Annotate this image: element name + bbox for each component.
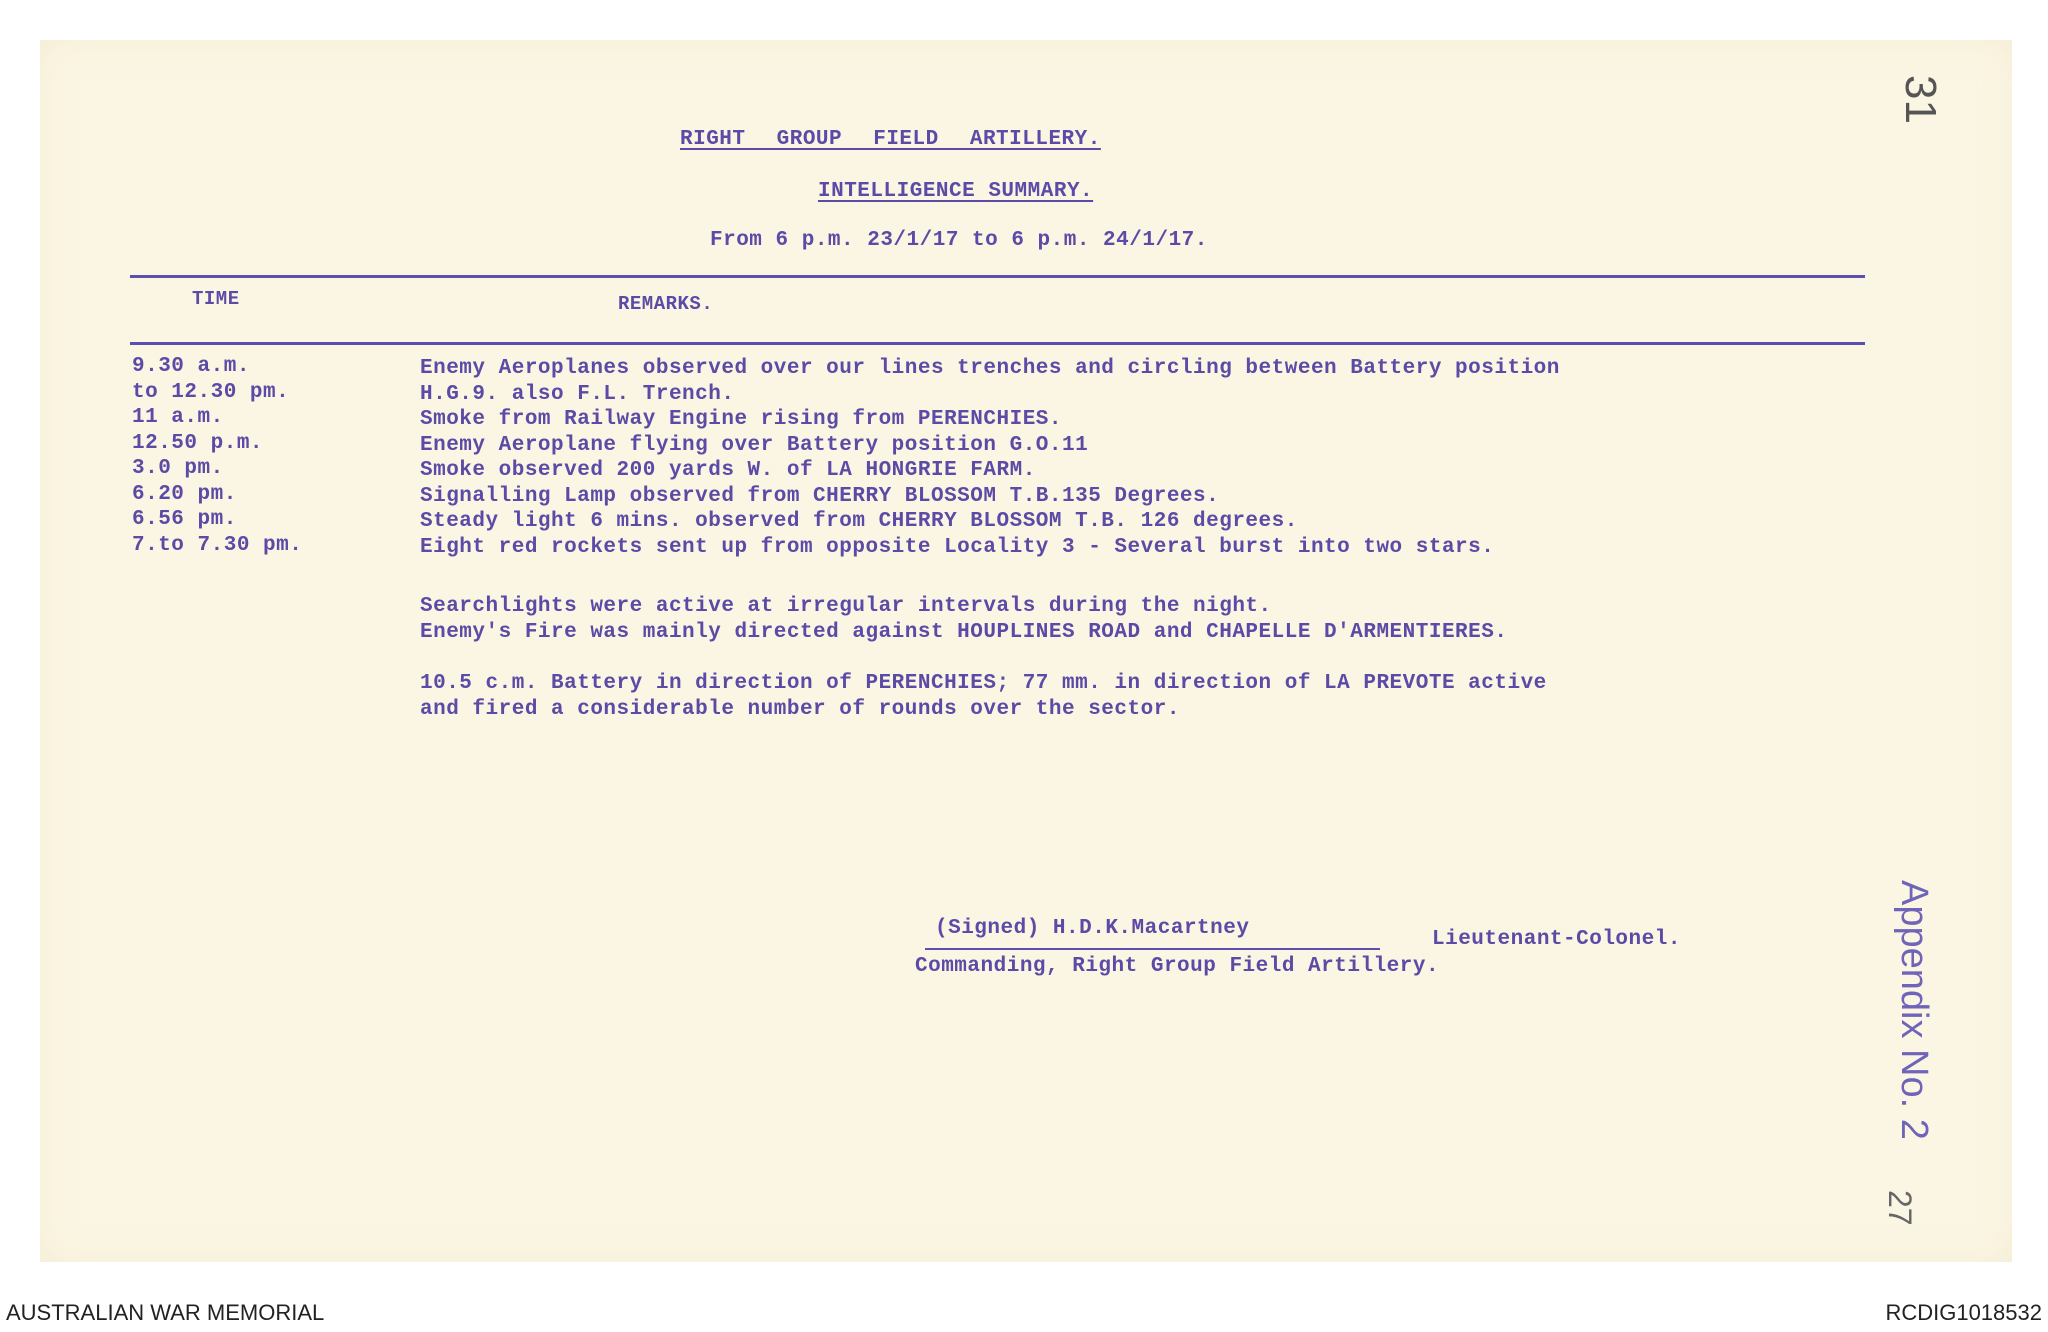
- signature-rank: Lieutenant-Colonel.: [1432, 928, 1681, 951]
- row-time: 9.30 a.m.: [132, 355, 250, 378]
- column-header-time: TIME: [192, 288, 240, 310]
- paragraph-line: 10.5 c.m. Battery in direction of PERENCHIES; 77 mm. in direction of LA PREVOTE active: [420, 672, 1547, 695]
- paragraph-line: and fired a considerable number of rounds over the sector.: [420, 698, 1180, 721]
- footer-institution: AUSTRALIAN WAR MEMORIAL: [6, 1300, 325, 1325]
- paragraph-line: Searchlights were active at irregular intervals during the night.: [420, 595, 1272, 618]
- column-header-remarks: REMARKS.: [618, 293, 714, 315]
- row-remark: Eight red rockets sent up from opposite Locality 3 - Several burst into two stars.: [420, 535, 1495, 559]
- row-remark: Smoke observed 200 yards W. of LA HONGRIE FARM.: [420, 459, 1036, 482]
- row-time: 3.0 pm.: [132, 457, 224, 480]
- row-remark: Enemy Aeroplane flying over Battery position G.O.11: [420, 433, 1089, 457]
- paragraph-line: Enemy's Fire was mainly directed against HOUPLINES ROAD and CHAPELLE D'ARMENTIERES.: [420, 621, 1508, 644]
- document-title: RIGHT GROUP FIELD ARTILLERY.: [680, 128, 1101, 151]
- report-period: From 6 p.m. 23/1/17 to 6 p.m. 24/1/17.: [710, 229, 1208, 252]
- row-remark: Smoke from Railway Engine rising from PERENCHIES.: [420, 408, 1063, 431]
- page-number-stamp: 31: [1896, 75, 1945, 124]
- footer-record-id: RCDIG1018532: [1885, 1300, 2042, 1325]
- row-time: to 12.30 pm.: [132, 380, 290, 404]
- row-time: 7.to 7.30 pm.: [132, 533, 303, 557]
- row-time: 6.20 pm.: [132, 482, 237, 506]
- signature-command: Commanding, Right Group Field Artillery.: [915, 955, 1440, 978]
- table-top-rule: [130, 275, 1865, 278]
- document-subtitle: INTELLIGENCE SUMMARY.: [818, 180, 1094, 203]
- document-sheet: [40, 40, 2012, 1262]
- appendix-note: Appendix No. 2: [1893, 880, 1935, 1140]
- signature-underline: [925, 948, 1380, 950]
- signature-signed: (Signed) H.D.K.Macartney: [935, 917, 1250, 940]
- row-remark: H.G.9. also F.L. Trench.: [420, 382, 735, 406]
- row-remark: Enemy Aeroplanes observed over our lines trenches and circling between Battery position: [420, 357, 1560, 380]
- table-header-rule: [130, 342, 1865, 345]
- row-time: 11 a.m.: [132, 406, 224, 429]
- row-remark: Steady light 6 mins. observed from CHERRY BLOSSOM T.B. 126 degrees.: [420, 510, 1298, 533]
- folio-number: 27: [1882, 1190, 1918, 1226]
- row-time: 6.56 pm.: [132, 508, 237, 531]
- row-remark: Signalling Lamp observed from CHERRY BLOSSOM T.B.135 Degrees.: [420, 484, 1220, 508]
- row-time: 12.50 p.m.: [132, 431, 264, 455]
